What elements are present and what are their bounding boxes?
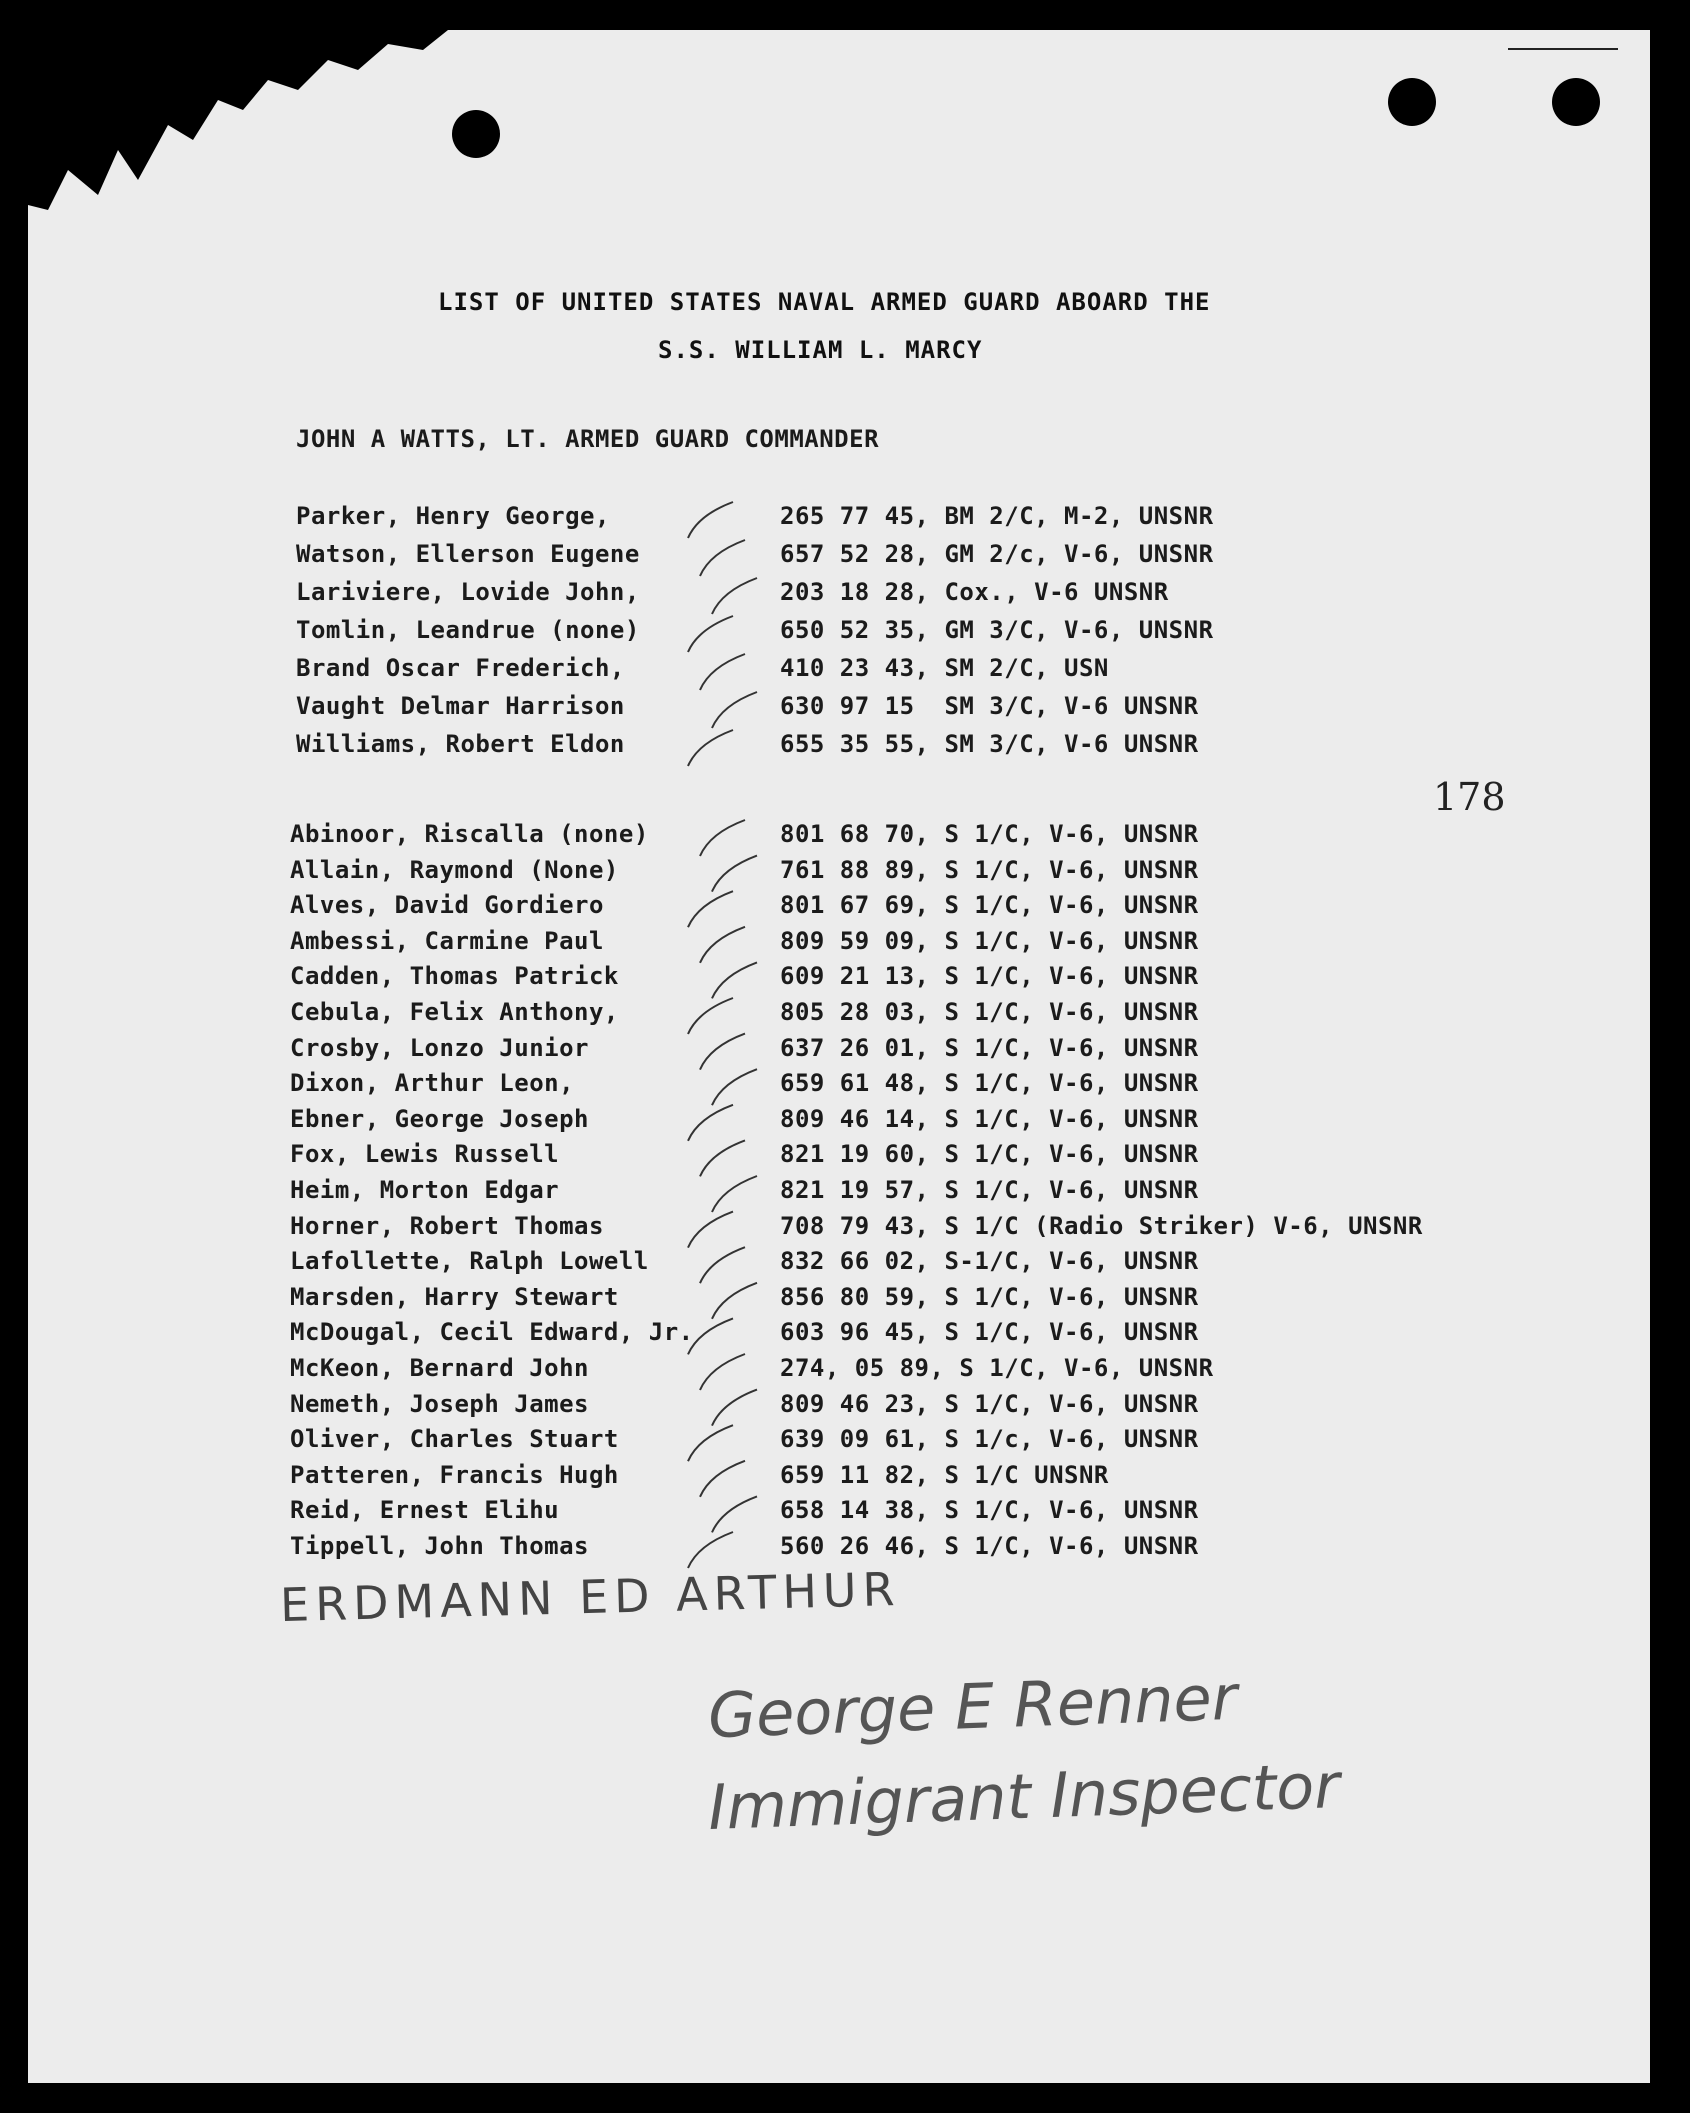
- check-mark: [700, 927, 745, 963]
- officer-name: Brand Oscar Frederich,: [296, 654, 625, 682]
- seaman-name: McKeon, Bernard John: [290, 1354, 589, 1382]
- seaman-name: Alves, David Gordiero: [290, 891, 604, 920]
- seaman-name: Heim, Morton Edgar: [290, 1176, 560, 1204]
- document-page: [28, 30, 1650, 2083]
- seaman-name: Marsden, Harry Stewart: [290, 1282, 619, 1311]
- seaman-name: Reid, Ernest Elihu: [290, 1496, 560, 1525]
- check-mark: [712, 962, 757, 998]
- seaman-name: Cebula, Felix Anthony,: [290, 998, 619, 1026]
- check-mark: [712, 1176, 757, 1212]
- seaman-details: 821 19 60, S 1/C, V-6, UNSNR: [780, 1140, 1199, 1169]
- seaman-name: Tippell, John Thomas: [290, 1532, 589, 1560]
- seaman-details: 609 21 13, S 1/C, V-6, UNSNR: [780, 962, 1199, 991]
- seaman-details: 805 28 03, S 1/C, V-6, UNSNR: [780, 998, 1199, 1026]
- seaman-name: Ebner, George Joseph: [290, 1104, 589, 1133]
- check-mark: [700, 1034, 745, 1070]
- officer-name: Tomlin, Leandrue (none): [296, 616, 640, 644]
- signature-name: George E Renner: [706, 1660, 1239, 1753]
- seaman-details: 560 26 46, S 1/C, V-6, UNSNR: [780, 1532, 1199, 1560]
- seaman-details: 637 26 01, S 1/C, V-6, UNSNR: [780, 1033, 1199, 1062]
- check-mark: [712, 856, 757, 892]
- check-mark: [712, 578, 757, 614]
- check-mark: [688, 1425, 733, 1461]
- seaman-details: 761 88 89, S 1/C, V-6, UNSNR: [780, 855, 1199, 884]
- seaman-name: Dixon, Arthur Leon,: [290, 1069, 575, 1098]
- seaman-name: Ambessi, Carmine Paul: [290, 926, 604, 955]
- officer-name: Watson, Ellerson Eugene: [296, 540, 640, 568]
- check-mark: [700, 1354, 745, 1390]
- officer-name: Parker, Henry George,: [296, 502, 610, 530]
- check-mark: [688, 502, 733, 538]
- officer-details: 657 52 28, GM 2/c, V-6, UNSNR: [780, 540, 1214, 568]
- ship-name: S.S. WILLIAM L. MARCY: [658, 336, 983, 364]
- check-mark: [700, 820, 745, 856]
- check-mark: [688, 616, 733, 652]
- officer-details: 265 77 45, BM 2/C, M-2, UNSNR: [780, 502, 1214, 530]
- seaman-name: Allain, Raymond (None): [290, 855, 619, 884]
- check-mark: [700, 1140, 745, 1176]
- page-number: 178: [1433, 775, 1506, 819]
- check-mark: [700, 654, 745, 690]
- officer-details: 655 35 55, SM 3/C, V-6 UNSNR: [780, 730, 1199, 758]
- handwritten-addition: ERDMANN ED ARTHUR: [279, 1561, 902, 1633]
- seaman-details: 809 46 23, S 1/C, V-6, UNSNR: [780, 1389, 1199, 1418]
- officer-details: 410 23 43, SM 2/C, USN: [780, 654, 1109, 682]
- seaman-details: 821 19 57, S 1/C, V-6, UNSNR: [780, 1176, 1199, 1204]
- officer-details: 650 52 35, GM 3/C, V-6, UNSNR: [780, 616, 1214, 644]
- seaman-name: Abinoor, Riscalla (none): [290, 820, 649, 848]
- document-title: LIST OF UNITED STATES NAVAL ARMED GUARD ABOARD THE: [438, 288, 1211, 316]
- check-mark: [688, 1105, 733, 1141]
- check-mark: [712, 1390, 757, 1426]
- seaman-details: 832 66 02, S-1/C, V-6, UNSNR: [780, 1247, 1199, 1276]
- officer-name: Williams, Robert Eldon: [296, 730, 625, 758]
- check-mark: [700, 1247, 745, 1283]
- seaman-name: Oliver, Charles Stuart: [290, 1425, 619, 1454]
- check-mark: [688, 1532, 733, 1568]
- seaman-name: Nemeth, Joseph James: [290, 1389, 589, 1418]
- check-mark: [712, 1069, 757, 1105]
- check-mark: [688, 998, 733, 1034]
- check-mark: [712, 692, 757, 728]
- officer-name: Vaught Delmar Harrison: [296, 692, 625, 720]
- seaman-name: Lafollette, Ralph Lowell: [290, 1247, 649, 1276]
- seaman-details: 801 68 70, S 1/C, V-6, UNSNR: [780, 820, 1199, 848]
- seaman-details: 659 61 48, S 1/C, V-6, UNSNR: [780, 1069, 1199, 1098]
- seaman-name: Patteren, Francis Hugh: [290, 1460, 619, 1489]
- check-mark: [700, 1461, 745, 1497]
- seaman-details: 658 14 38, S 1/C, V-6, UNSNR: [780, 1496, 1199, 1525]
- officer-details: 630 97 15 SM 3/C, V-6 UNSNR: [780, 692, 1199, 720]
- check-mark: [712, 1283, 757, 1319]
- officer-details: 203 18 28, Cox., V-6 UNSNR: [780, 578, 1169, 606]
- seaman-details: 708 79 43, S 1/C (Radio Striker) V-6, UNSNR: [780, 1211, 1423, 1240]
- check-mark: [688, 1318, 733, 1354]
- seaman-details: 856 80 59, S 1/C, V-6, UNSNR: [780, 1282, 1199, 1311]
- commander-line: JOHN A WATTS, LT. ARMED GUARD COMMANDER: [296, 425, 880, 453]
- check-mark: [712, 1496, 757, 1532]
- seaman-name: Horner, Robert Thomas: [290, 1211, 604, 1240]
- officer-name: Lariviere, Lovide John,: [296, 578, 640, 606]
- seaman-name: Fox, Lewis Russell: [290, 1140, 560, 1169]
- seaman-details: 603 96 45, S 1/C, V-6, UNSNR: [780, 1318, 1199, 1347]
- check-mark: [688, 730, 733, 766]
- seaman-name: Cadden, Thomas Patrick: [290, 962, 619, 991]
- seaman-name: McDougal, Cecil Edward, Jr.: [290, 1318, 694, 1347]
- signature-title: Immigrant Inspector: [706, 1749, 1341, 1844]
- seaman-details: 809 59 09, S 1/C, V-6, UNSNR: [780, 926, 1199, 955]
- seaman-details: 809 46 14, S 1/C, V-6, UNSNR: [780, 1104, 1199, 1133]
- check-mark: [688, 1212, 733, 1248]
- check-mark: [688, 891, 733, 927]
- seaman-details: 639 09 61, S 1/c, V-6, UNSNR: [780, 1425, 1199, 1454]
- seaman-name: Crosby, Lonzo Junior: [290, 1033, 589, 1062]
- seaman-details: 659 11 82, S 1/C UNSNR: [780, 1460, 1109, 1489]
- seaman-details: 274, 05 89, S 1/C, V-6, UNSNR: [780, 1354, 1214, 1382]
- check-marks: [28, 30, 1650, 2083]
- check-mark: [700, 540, 745, 576]
- seaman-details: 801 67 69, S 1/C, V-6, UNSNR: [780, 891, 1199, 920]
